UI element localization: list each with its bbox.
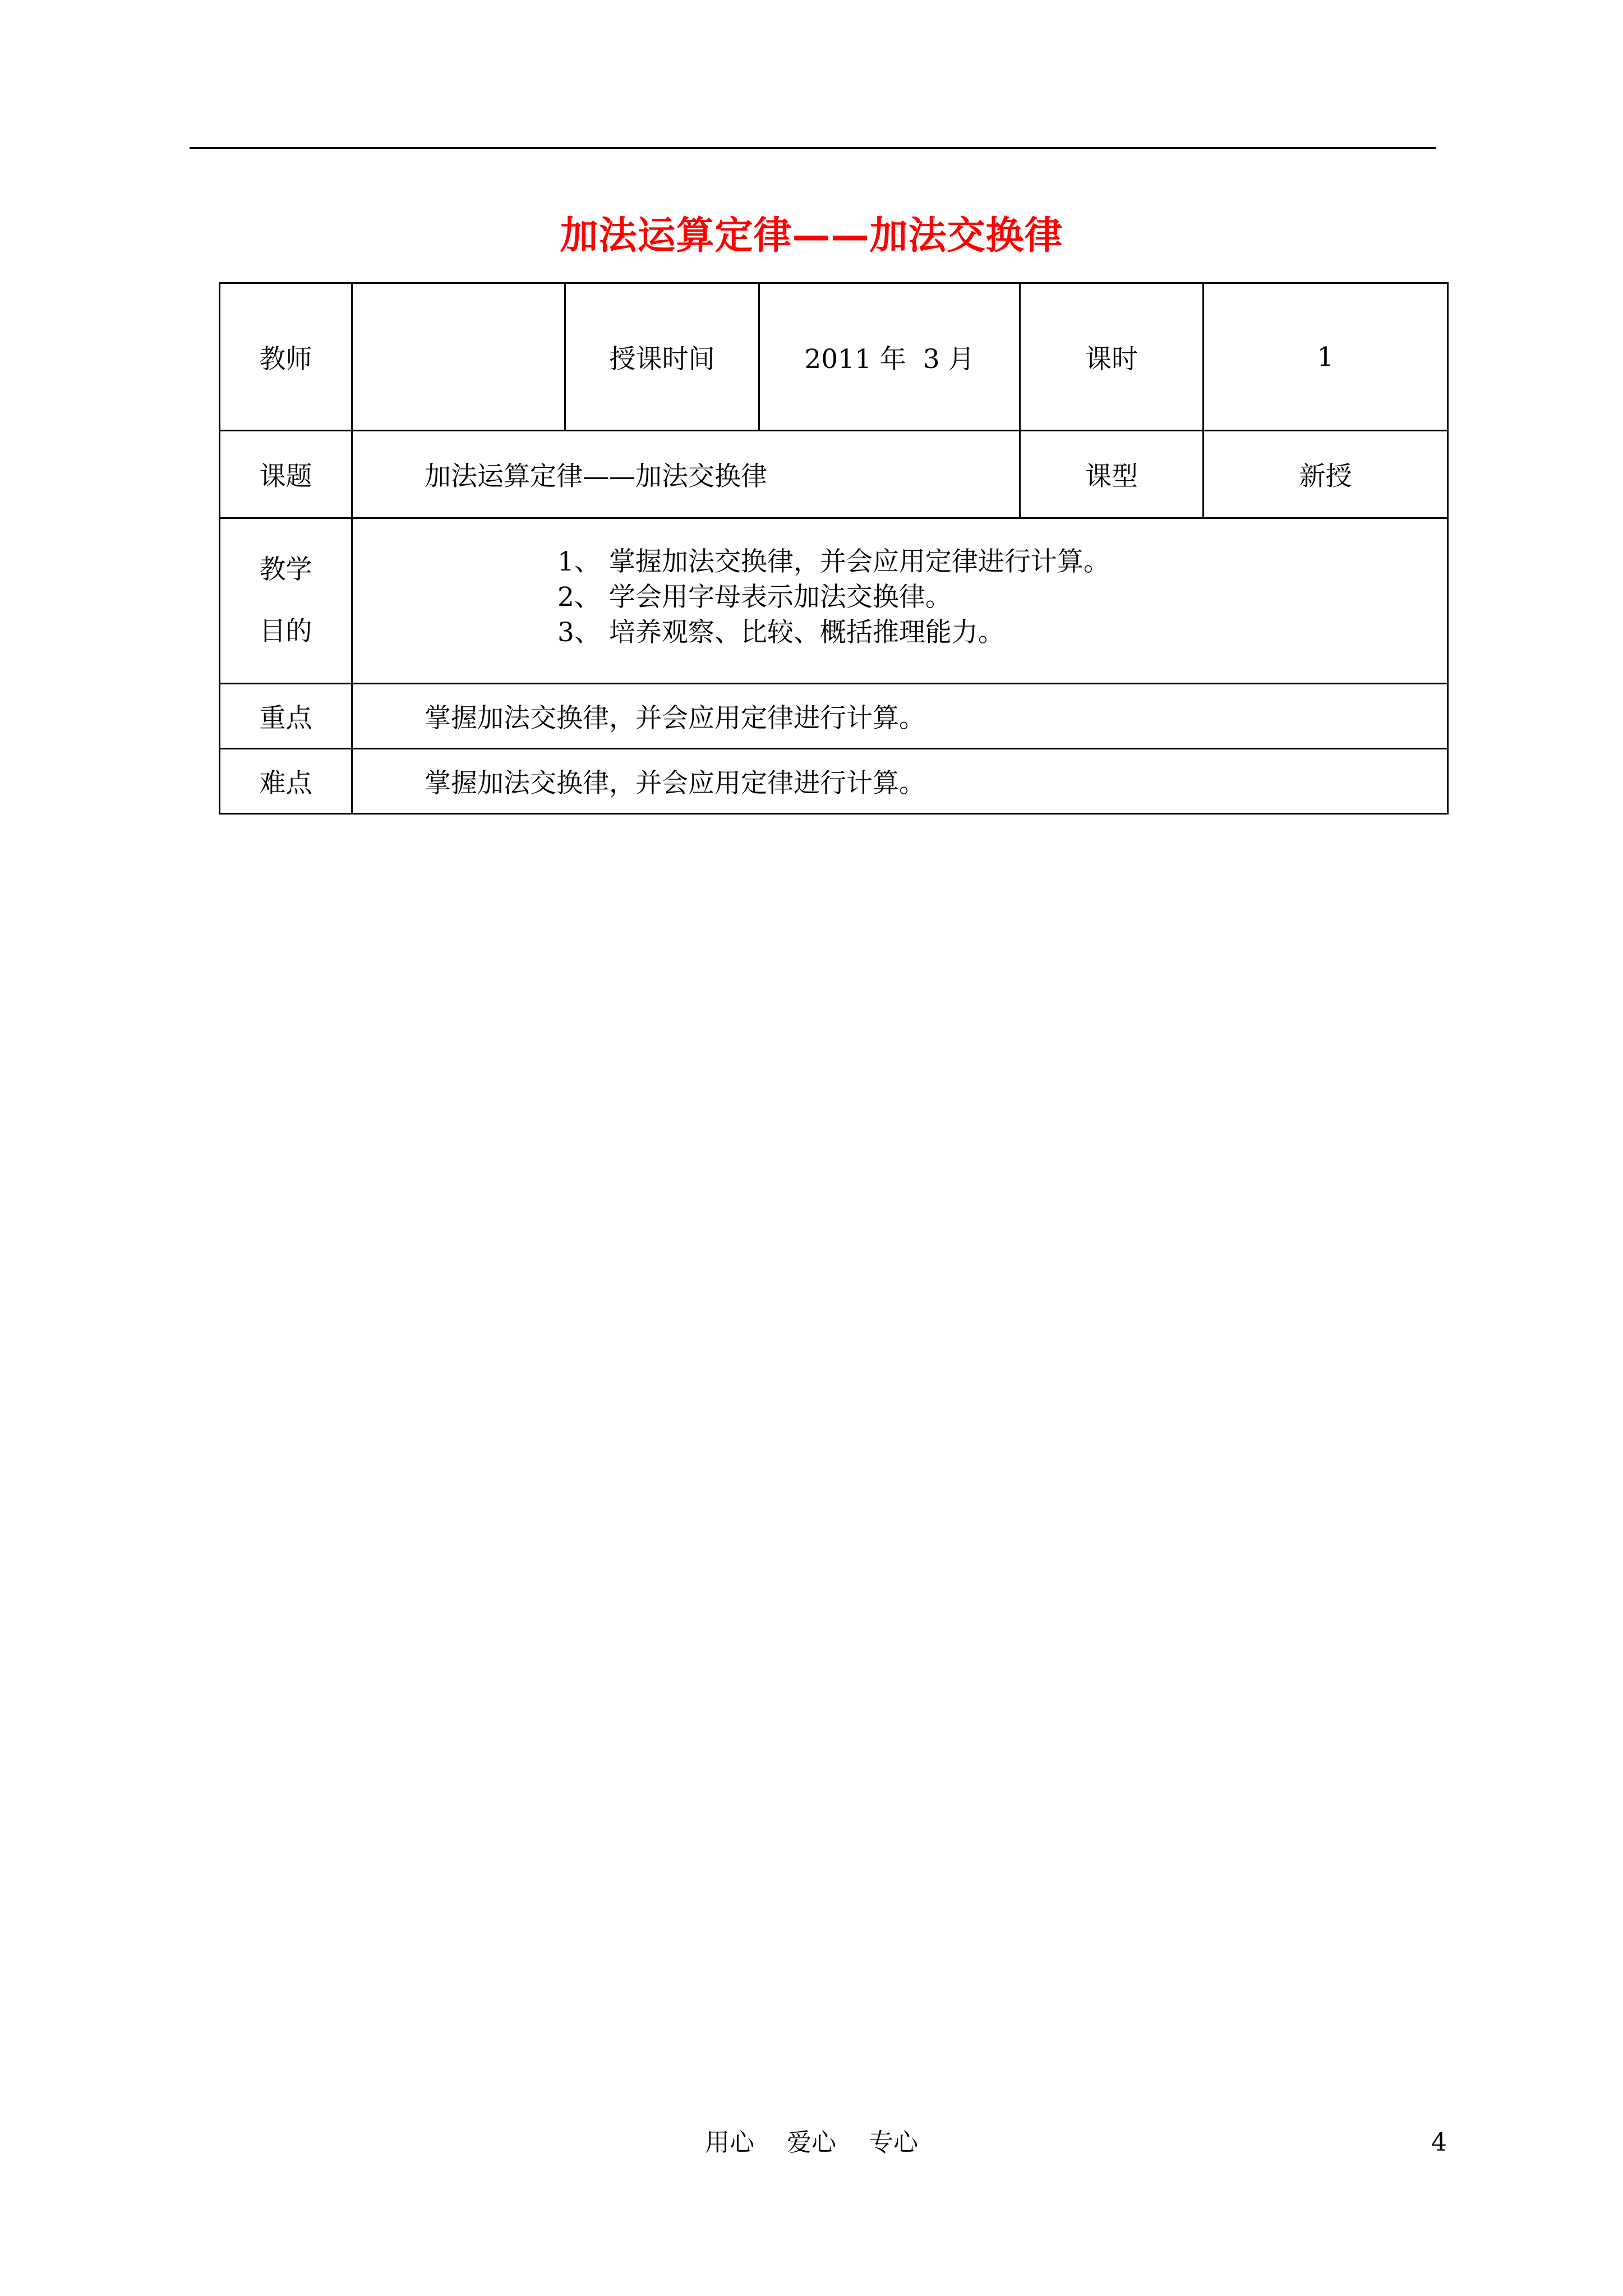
footer-motto-item: 爱心 xyxy=(787,2128,836,2157)
teacher-label: 教师 xyxy=(220,283,352,431)
key-point-label: 重点 xyxy=(220,684,352,749)
teacher-value xyxy=(352,283,565,431)
topic-value: 加法运算定律——加法交换律 xyxy=(352,431,1020,518)
goals-label-line1: 教学 xyxy=(259,554,312,585)
time-label: 授课时间 xyxy=(565,283,759,431)
goals-label-line2: 目的 xyxy=(259,616,312,647)
goals-list xyxy=(352,518,1448,684)
goals-label xyxy=(220,518,352,684)
goal-item: 1、 掌握加法交换律，并会应用定律进行计算。 xyxy=(557,546,1110,577)
footer-motto xyxy=(0,2126,1623,2160)
table-row-difficulty xyxy=(220,749,1448,814)
goal-item: 3、 培养观察、比较、概括推理能力。 xyxy=(557,617,1004,648)
document-title: 加法运算定律——加法交换律 xyxy=(560,214,1063,258)
key-point-value: 掌握加法交换律，并会应用定律进行计算。 xyxy=(352,684,1448,749)
period-value: 1 xyxy=(1204,283,1448,431)
table-row-teacher xyxy=(220,283,1448,431)
table-row-key-point xyxy=(220,684,1448,749)
page-number: 4 xyxy=(1431,2128,1447,2157)
footer-motto-item: 专心 xyxy=(869,2128,918,2157)
period-label: 课时 xyxy=(1020,283,1204,431)
type-value: 新授 xyxy=(1204,431,1448,518)
time-value: 2011 年 3 月 xyxy=(759,283,1020,431)
footer-motto-item: 用心 xyxy=(705,2128,754,2157)
difficulty-value: 掌握加法交换律，并会应用定律进行计算。 xyxy=(352,749,1448,814)
type-label: 课型 xyxy=(1020,431,1204,518)
table-row-topic xyxy=(220,431,1448,518)
goal-item: 2、 学会用字母表示加法交换律。 xyxy=(557,582,952,613)
lesson-plan-table xyxy=(219,282,1449,815)
topic-label: 课题 xyxy=(220,431,352,518)
difficulty-label: 难点 xyxy=(220,749,352,814)
header-rule xyxy=(190,147,1436,149)
table-row-goals xyxy=(220,518,1448,684)
